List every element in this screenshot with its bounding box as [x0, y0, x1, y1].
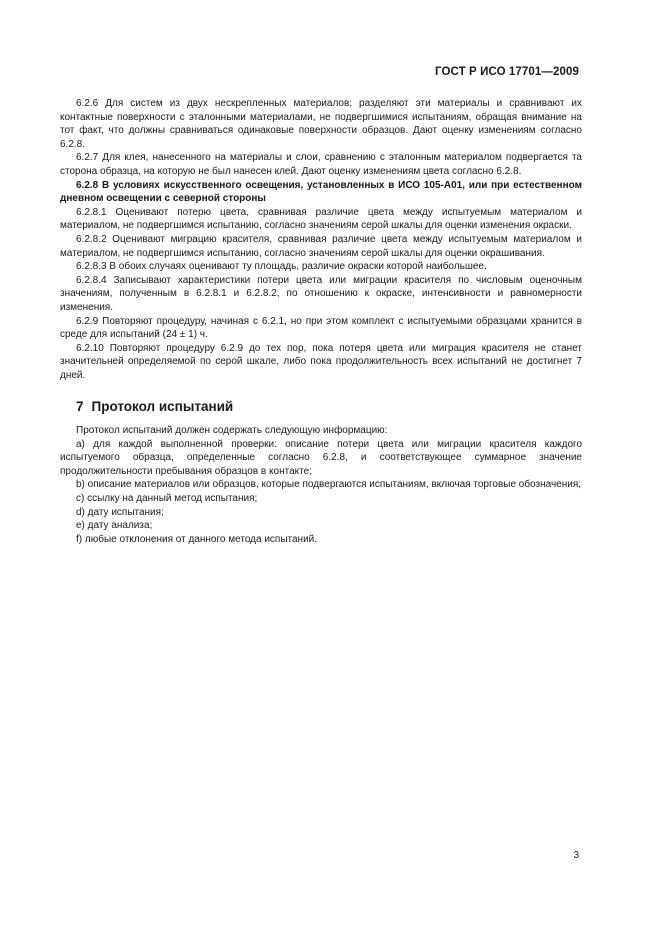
list-item-a: а) для каждой выполненной проверки: описание потери цвета или миграции красителя каждого испытуемого образца, определенные согласно 6.2.8, и соответствующее суммарное значение продолжительности пребывания образцов в контакте;	[60, 438, 582, 477]
paragraph-6-2-8-3: 6.2.8.3 В обоих случаях оценивают ту площадь, различие окраски которой наибольшее.	[76, 261, 487, 273]
section-7-heading	[76, 400, 582, 414]
standard-header: ГОСТ Р ИСО 17701—2009	[434, 66, 579, 78]
page-number: 3	[573, 850, 579, 861]
paragraph-6-2-10: 6.2.10 Повторяют процедуру 6.2.9 до тех пор, пока потеря цвета или миграция красителя не станет значительней определяемой по серой шкале, либо пока продолжительность всех испытаний не достигнет 7 дней.	[60, 342, 582, 381]
heading-6-2-8: 6.2.8 В условиях искусственного освещения, установленных в ИСО 105-А01, или при естественном дневном освещении с северной стороны	[60, 179, 582, 205]
paragraph-6-2-8-2: 6.2.8.2 Оценивают миграцию красителя, сравнивая различие цвета между испытуемым материалом и материалом, не подвергшимся испытанию, согласно значениям серой шкалы для оценки окрашивания.	[60, 233, 582, 259]
paragraph-6-2-7: 6.2.7 Для клея, нанесенного на материалы и слои, сравнению с эталонным материалом подвергается та сторона образца, на которую не был нанесен клей. Дают оценку изменениям цвета согласно 6.2.8.	[60, 152, 582, 177]
list-item-e: е) дату анализа;	[76, 520, 153, 532]
list-item-d: d) дату испытания;	[76, 506, 164, 518]
document-body	[60, 97, 582, 546]
paragraph-6-2-8-1: 6.2.8.1 Оценивают потерю цвета, сравнивая различие цвета между испытуемым материалом и материалом, не подвергшимся испытанию, согласно значениям серой шкалы для оценки изменения окраски.	[60, 206, 582, 232]
paragraph-6-2-6: 6.2.6 Для систем из двух нескрепленных материалов: разделяют эти материалы и сравнивают их контактные поверхности с эталонными материалами, не подвергшимися испытаниям, обращая внимание на тот факт, что должны сравниваться одинаковые поверхности образцов. Дают оценку изменениям согласно 6.2.8.	[60, 98, 582, 150]
section-7-intro: Протокол испытаний должен содержать следующую информацию:	[76, 425, 388, 437]
list-item-b: b) описание материалов или образцов, которые подвергаются испытаниям, включая торговые обозначения;	[76, 479, 582, 491]
list-item-c: с) ссылку на данный метод испытания;	[76, 493, 258, 505]
section-7-number: 7	[76, 399, 84, 415]
paragraph-6-2-8-4: 6.2.8.4 Записывают характеристики потери цвета или миграции красителя по числовым оценочным значениям, полученным в 6.2.8.1 и 6.2.8.2, по отношению к окраске, интенсивности и равномерности изменения.	[60, 274, 582, 313]
list-item-f: f) любые отклонения от данного метода испытаний.	[76, 533, 318, 545]
section-7-title: Протокол испытаний	[91, 399, 234, 415]
paragraph-6-2-9: 6.2.9 Повторяют процедуру, начиная с 6.2.1, но при этом комплект с испытуемыми образцами хранится в среде для испытаний (24 ± 1) ч.	[60, 315, 582, 341]
